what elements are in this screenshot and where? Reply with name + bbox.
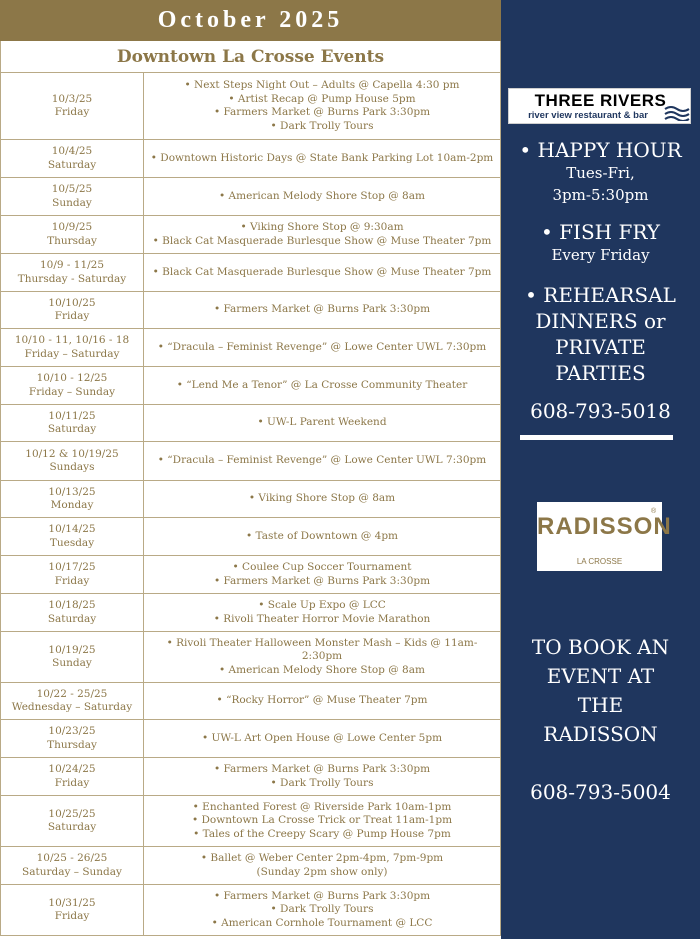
three-rivers-logo xyxy=(508,88,691,124)
event-row xyxy=(1,796,501,847)
event-item: • Black Cat Masquerade Burlesque Show @ Muse Theater 7pm xyxy=(152,234,492,247)
event-date-cell xyxy=(1,140,144,178)
three-rivers-logo-name: THREE RIVERS xyxy=(534,91,667,110)
event-list-cell xyxy=(144,254,501,292)
event-day: Friday xyxy=(54,910,90,922)
event-item: • Rivoli Theater Halloween Monster Mash – Kids @ 11am-2:30pm xyxy=(166,636,478,663)
events-subtitle: Downtown La Crosse Events xyxy=(0,41,501,72)
event-item: • Dark Trolly Tours xyxy=(270,119,374,132)
event-row xyxy=(1,518,501,556)
event-row xyxy=(1,405,501,442)
event-row xyxy=(1,594,501,632)
event-list-cell xyxy=(144,632,501,683)
event-date-cell xyxy=(1,847,144,885)
event-row xyxy=(1,758,501,796)
event-date-cell xyxy=(1,632,144,683)
event-day: Sunday xyxy=(52,657,92,669)
event-date: 10/10 - 11, 10/16 - 18 xyxy=(14,334,130,346)
event-day: Friday – Saturday xyxy=(24,347,120,360)
event-day: Saturday – Sunday xyxy=(22,865,122,878)
event-date-cell xyxy=(1,216,144,254)
event-date-cell xyxy=(1,442,144,481)
event-item: • American Melody Shore Stop @ 8am xyxy=(219,189,425,202)
fish-fry-title: • FISH FRY xyxy=(541,220,660,244)
booking-line-1: TO BOOK AN xyxy=(531,635,670,659)
event-row xyxy=(1,442,501,481)
event-day: Sunday xyxy=(52,196,92,209)
event-list-cell xyxy=(144,683,501,720)
rehearsal-line-3: PRIVATE xyxy=(555,335,646,359)
event-day: Monday xyxy=(50,499,94,511)
event-row xyxy=(1,885,501,936)
event-date: 10/25/25 xyxy=(48,807,96,820)
event-list-cell xyxy=(144,73,501,140)
event-item: • Dark Trolly Tours xyxy=(270,776,374,789)
event-row xyxy=(1,632,501,683)
event-item: • Viking Shore Stop @ 9:30am xyxy=(240,221,404,233)
event-list-cell xyxy=(144,885,501,936)
event-date: 10/24/25 xyxy=(48,763,96,775)
event-item: • Farmers Market @ Burns Park 3:30pm xyxy=(213,889,431,902)
event-date: 10/4/25 xyxy=(51,145,93,157)
event-item: • Artist Recap @ Pump House 5pm xyxy=(228,92,416,105)
event-row xyxy=(1,367,501,405)
event-list-cell xyxy=(144,758,501,796)
booking-message xyxy=(501,633,700,749)
event-row xyxy=(1,178,501,216)
event-row xyxy=(1,292,501,329)
event-day: Friday xyxy=(54,776,90,789)
event-date-cell xyxy=(1,758,144,796)
event-date-cell xyxy=(1,885,144,936)
event-item: • Enchanted Forest @ Riverside Park 10am-1pm xyxy=(192,800,452,813)
event-date: 10/9/25 xyxy=(51,221,93,233)
event-day: Friday xyxy=(54,106,90,118)
wave-icon xyxy=(664,105,690,121)
month-title: October 2025 xyxy=(0,0,501,41)
events-table xyxy=(0,72,501,936)
event-day: Friday xyxy=(54,574,90,587)
event-item: • Tales of the Creepy Scary @ Pump House 7pm xyxy=(193,827,451,840)
event-list-cell xyxy=(144,178,501,216)
event-item: • Next Steps Night Out – Adults @ Capella 4:30 pm xyxy=(184,79,460,91)
event-date-cell xyxy=(1,594,144,632)
event-item: • Viking Shore Stop @ 8am xyxy=(248,492,396,505)
booking-line-4: RADISSON xyxy=(543,722,658,746)
radisson-logo-city: LA CROSSE xyxy=(576,557,623,566)
event-item: • Farmers Market @ Burns Park 3:30pm xyxy=(213,106,431,118)
event-date: 10/14/25 xyxy=(48,523,96,535)
event-row xyxy=(1,254,501,292)
event-item: • Scale Up Expo @ LCC xyxy=(258,599,386,611)
event-date-cell xyxy=(1,73,144,140)
event-item: • Farmers Market @ Burns Park 3:30pm xyxy=(213,303,431,316)
event-day: Friday xyxy=(54,310,90,322)
event-date: 10/13/25 xyxy=(48,485,96,498)
event-day: Saturday xyxy=(47,423,97,435)
event-item: • “Dracula – Feminist Revenge” @ Lowe Center UWL 7:30pm xyxy=(157,454,487,467)
event-list-cell xyxy=(144,367,501,405)
event-item: • “Rocky Horror” @ Muse Theater 7pm xyxy=(216,694,428,707)
event-list-cell xyxy=(144,847,501,885)
event-date: 10/10 - 12/25 xyxy=(36,372,108,384)
event-row xyxy=(1,73,501,140)
event-list-cell xyxy=(144,405,501,442)
event-day: Thursday - Saturday xyxy=(17,272,127,285)
event-date: 10/12 & 10/19/25 xyxy=(25,447,119,460)
event-item: • “Dracula – Feminist Revenge” @ Lowe Center UWL 7:30pm xyxy=(157,340,487,353)
event-date: 10/25 - 26/25 xyxy=(36,852,108,864)
event-item: • American Melody Shore Stop @ 8am xyxy=(219,663,425,676)
happy-hour-time: 3pm-5:30pm xyxy=(552,186,649,204)
event-row xyxy=(1,683,501,720)
fish-fry-when: Every Friday xyxy=(551,246,650,264)
event-date: 10/22 - 25/25 xyxy=(36,687,108,700)
event-date-cell xyxy=(1,556,144,594)
hotel-phone[interactable]: 608-793-5004 xyxy=(530,780,671,804)
event-list-cell xyxy=(144,481,501,518)
event-date-cell xyxy=(1,367,144,405)
event-item: • Farmers Market @ Burns Park 3:30pm xyxy=(213,574,431,587)
event-item: • Taste of Downtown @ 4pm xyxy=(246,529,398,542)
event-list-cell xyxy=(144,292,501,329)
event-day: Tuesday xyxy=(49,536,95,549)
event-date-cell xyxy=(1,292,144,329)
sidebar-divider xyxy=(520,435,673,440)
event-row xyxy=(1,720,501,758)
event-date: 10/11/25 xyxy=(48,409,96,422)
event-day: Saturday xyxy=(47,158,97,171)
event-item: • Rivoli Theater Horror Movie Marathon xyxy=(213,612,431,625)
booking-line-3: THE xyxy=(577,693,624,717)
event-row xyxy=(1,556,501,594)
event-day: Thursday xyxy=(47,234,97,247)
event-day: Friday – Sunday xyxy=(28,385,116,398)
event-day: Sundays xyxy=(49,461,95,473)
event-item: • Black Cat Masquerade Burlesque Show @ Muse Theater 7pm xyxy=(152,265,492,278)
event-item: • Ballet @ Weber Center 2pm-4pm, 7pm-9pm xyxy=(200,852,444,864)
event-date-cell xyxy=(1,329,144,367)
event-date: 10/9 - 11/25 xyxy=(39,259,105,271)
event-row xyxy=(1,329,501,367)
event-date: 10/3/25 xyxy=(51,92,93,105)
happy-hour-days: Tues-Fri, xyxy=(566,164,635,182)
event-date-cell xyxy=(1,518,144,556)
event-row xyxy=(1,481,501,518)
event-item: • Coulee Cup Soccer Tournament xyxy=(232,561,412,573)
event-list-cell xyxy=(144,720,501,758)
event-list-cell xyxy=(144,556,501,594)
event-date: 10/18/25 xyxy=(48,599,96,611)
event-date: 10/31/25 xyxy=(48,896,96,909)
event-list-cell xyxy=(144,796,501,847)
radisson-logo xyxy=(537,502,672,571)
event-item: • “Lend Me a Tenor” @ La Crosse Community Theater xyxy=(176,378,468,391)
registered-mark: ® xyxy=(651,508,657,515)
three-rivers-logo-tagline: river view restaurant & bar xyxy=(528,110,648,121)
event-list-cell xyxy=(144,594,501,632)
rehearsal-line-4: PARTIES xyxy=(555,361,646,385)
event-list-cell xyxy=(144,518,501,556)
event-item: (Sunday 2pm show only) xyxy=(256,865,388,878)
booking-line-2: EVENT AT xyxy=(546,664,655,688)
event-day: Saturday xyxy=(47,612,97,625)
event-item: • UW-L Art Open House @ Lowe Center 5pm xyxy=(201,731,443,744)
event-day: Thursday xyxy=(47,738,97,751)
event-list-cell xyxy=(144,140,501,178)
event-date-cell xyxy=(1,254,144,292)
event-date-cell xyxy=(1,720,144,758)
event-item: • Downtown La Crosse Trick or Treat 11am-1pm xyxy=(191,814,453,827)
event-item: • Farmers Market @ Burns Park 3:30pm xyxy=(213,763,431,775)
restaurant-phone[interactable]: 608-793-5018 xyxy=(530,399,671,423)
event-list-cell xyxy=(144,216,501,254)
event-day: Wednesday – Saturday xyxy=(11,701,133,713)
event-item: • UW-L Parent Weekend xyxy=(257,416,387,429)
event-list-cell xyxy=(144,329,501,367)
event-date-cell xyxy=(1,683,144,720)
event-date-cell xyxy=(1,796,144,847)
event-date-cell xyxy=(1,481,144,518)
event-item: • Dark Trolly Tours xyxy=(270,903,374,916)
event-row xyxy=(1,216,501,254)
event-date: 10/5/25 xyxy=(51,183,93,195)
rehearsal-line-2: DINNERS or xyxy=(535,309,666,333)
happy-hour-title: • HAPPY HOUR xyxy=(519,138,682,162)
event-list-cell xyxy=(144,442,501,481)
event-day: Saturday xyxy=(47,821,97,833)
event-date: 10/23/25 xyxy=(48,725,96,737)
event-row xyxy=(1,140,501,178)
event-item: • American Cornhole Tournament @ LCC xyxy=(211,916,433,929)
event-date-cell xyxy=(1,405,144,442)
event-date: 10/19/25 xyxy=(48,643,96,656)
event-item: • Downtown Historic Days @ State Bank Parking Lot 10am-2pm xyxy=(150,151,494,164)
rehearsal-line-1: • REHEARSAL xyxy=(525,283,676,307)
event-row xyxy=(1,847,501,885)
radisson-logo-name: RADISSON xyxy=(537,513,672,540)
event-date: 10/17/25 xyxy=(48,561,96,573)
event-date: 10/10/25 xyxy=(48,296,96,309)
event-date-cell xyxy=(1,178,144,216)
